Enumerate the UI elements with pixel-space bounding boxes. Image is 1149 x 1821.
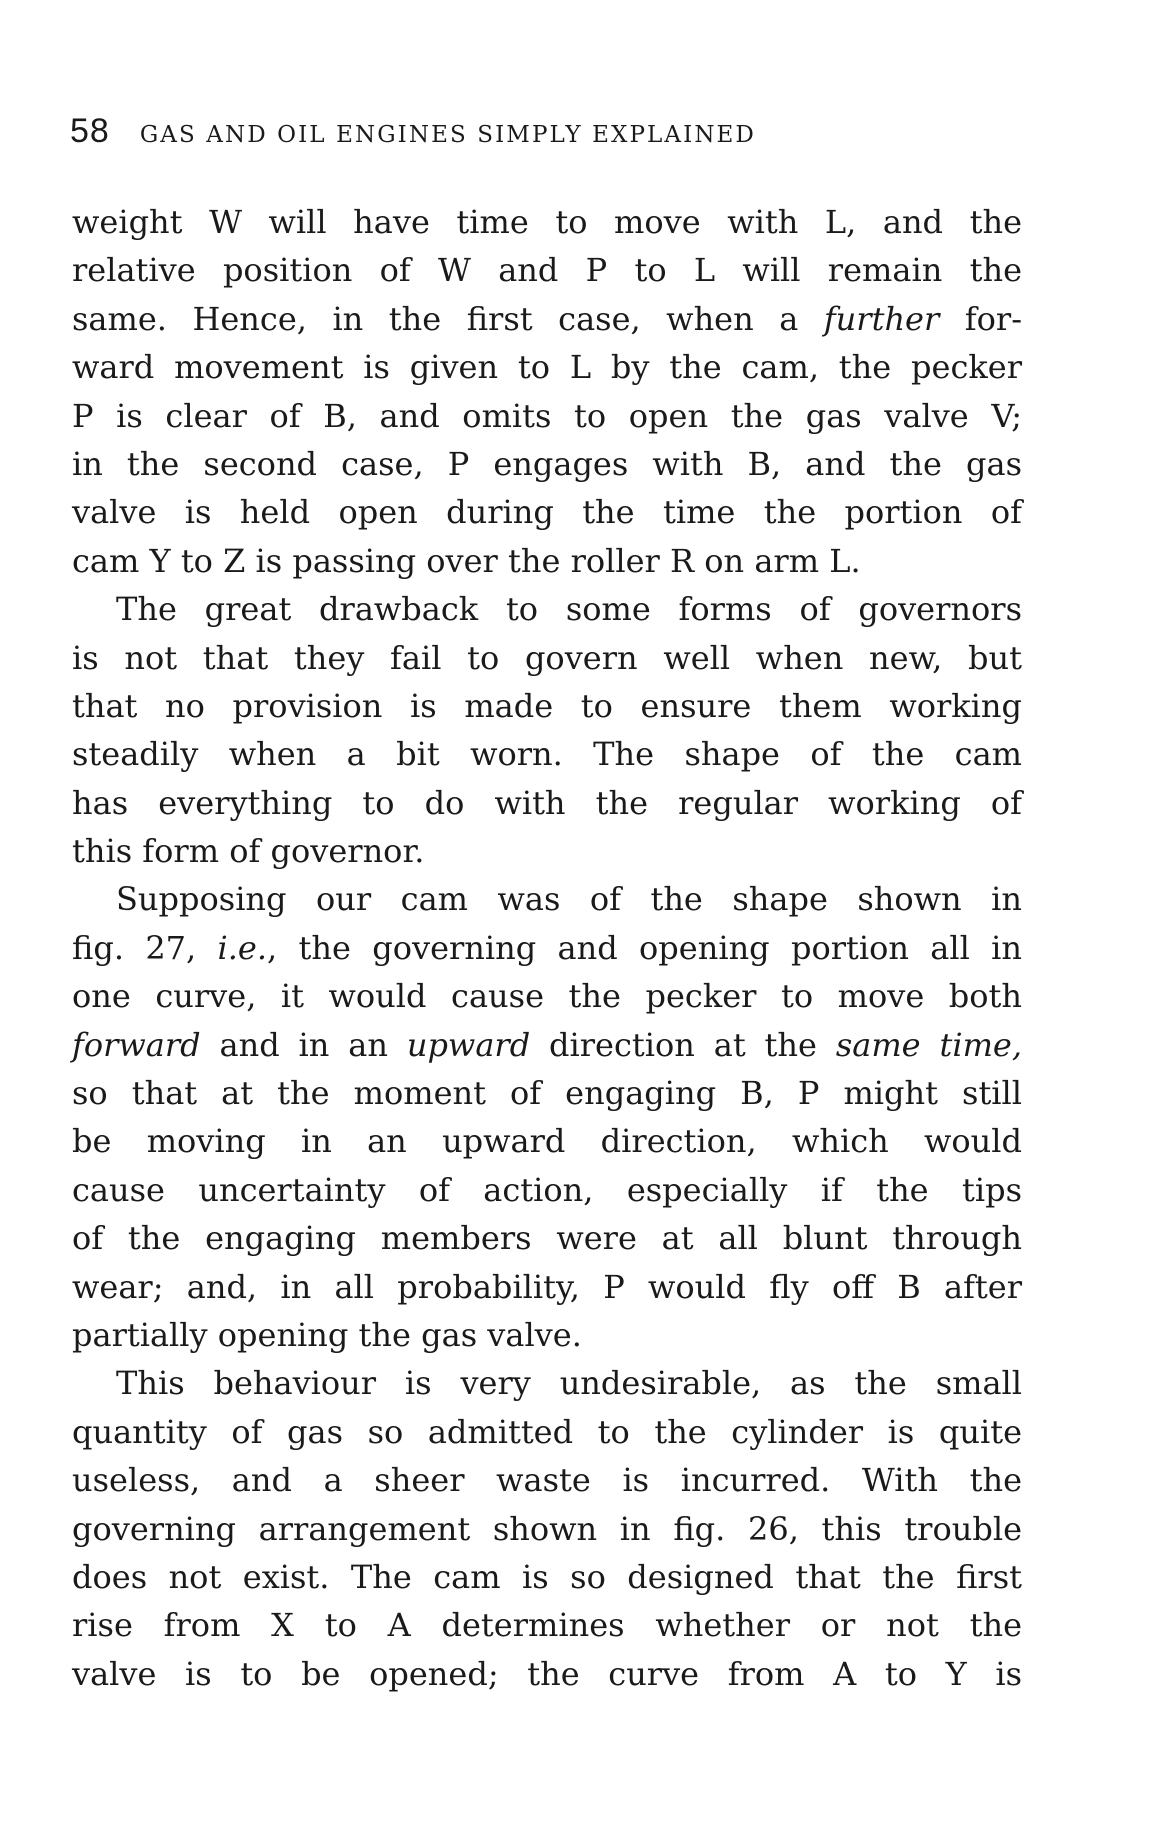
page-number: 58 [70, 112, 110, 150]
text-line: this form of governor. [72, 832, 425, 871]
text-segment: , the governing and opening portion all in [267, 928, 1022, 967]
text-line: quantity of gas so admitted to the cylinder is quite [72, 1412, 1022, 1451]
text-segment: direction at the [530, 1025, 836, 1064]
page-header [70, 112, 1030, 162]
text-line: so that at the moment of engaging B, P might still [72, 1074, 1022, 1113]
text-line: P is clear of B, and omits to open the gas valve V; [72, 396, 1022, 435]
text-line: This behaviour is very undesirable, as the small [116, 1364, 1022, 1403]
text-line [72, 1021, 1022, 1069]
text-segment: for- [939, 299, 1023, 338]
text-line: governing arrangement shown in fig. 26, this trouble [72, 1509, 1022, 1548]
text-segment: and in an [200, 1025, 407, 1064]
text-line: one curve, it would cause the pecker to move both [72, 977, 1022, 1016]
italic-text: forward [72, 1025, 201, 1064]
text-line: partially opening the gas valve. [72, 1315, 582, 1354]
text-line: be moving in an upward direction, which would [72, 1122, 1022, 1161]
text-line [72, 295, 1022, 343]
text-line: is not that they fail to govern well when new, but [72, 638, 1022, 677]
text-segment: same. Hence, in the first case, when a [72, 299, 824, 338]
text-line: relative position of W and P to L will remain the [72, 251, 1022, 290]
text-line: rise from X to A determines whether or not the [72, 1606, 1022, 1645]
text-line: useless, and a sheer waste is incurred. With the [72, 1461, 1022, 1500]
italic-text: i.e. [217, 928, 268, 967]
italic-text: same time, [835, 1025, 1023, 1064]
running-title: GAS AND OIL ENGINES SIMPLY EXPLAINED [139, 122, 756, 148]
text-line: valve is to be opened; the curve from A to Y is [72, 1654, 1022, 1693]
text-line: cause uncertainty of action, especially if the tips [72, 1170, 1022, 1209]
text-line: does not exist. The cam is so designed that the first [72, 1557, 1022, 1596]
text-segment: fig. 27, [72, 928, 218, 967]
text-line [72, 924, 1022, 972]
text-line: The great drawback to some forms of governors [116, 590, 1022, 629]
text-line: cam Y to Z is passing over the roller R on arm L. [72, 541, 861, 580]
italic-text: further [823, 299, 940, 338]
text-line: ward movement is given to L by the cam, the pecker [72, 348, 1022, 387]
text-line: has everything to do with the regular working of [72, 783, 1022, 822]
body-text [72, 198, 1022, 1698]
text-line: weight W will have time to move with L, and the [72, 203, 1022, 241]
text-line: of the engaging members were at all blunt through [72, 1219, 1022, 1258]
text-line: valve is held open during the time the portion of [72, 493, 1022, 532]
text-line: Supposing our cam was of the shape shown in [116, 880, 1022, 919]
text-line: that no provision is made to ensure them working [72, 686, 1022, 725]
italic-text: upward [406, 1025, 531, 1064]
text-line: wear; and, in all probability, P would fly off B after [72, 1267, 1022, 1306]
text-line: steadily when a bit worn. The shape of the cam [72, 735, 1022, 774]
text-line: in the second case, P engages with B, and the gas [72, 444, 1022, 483]
